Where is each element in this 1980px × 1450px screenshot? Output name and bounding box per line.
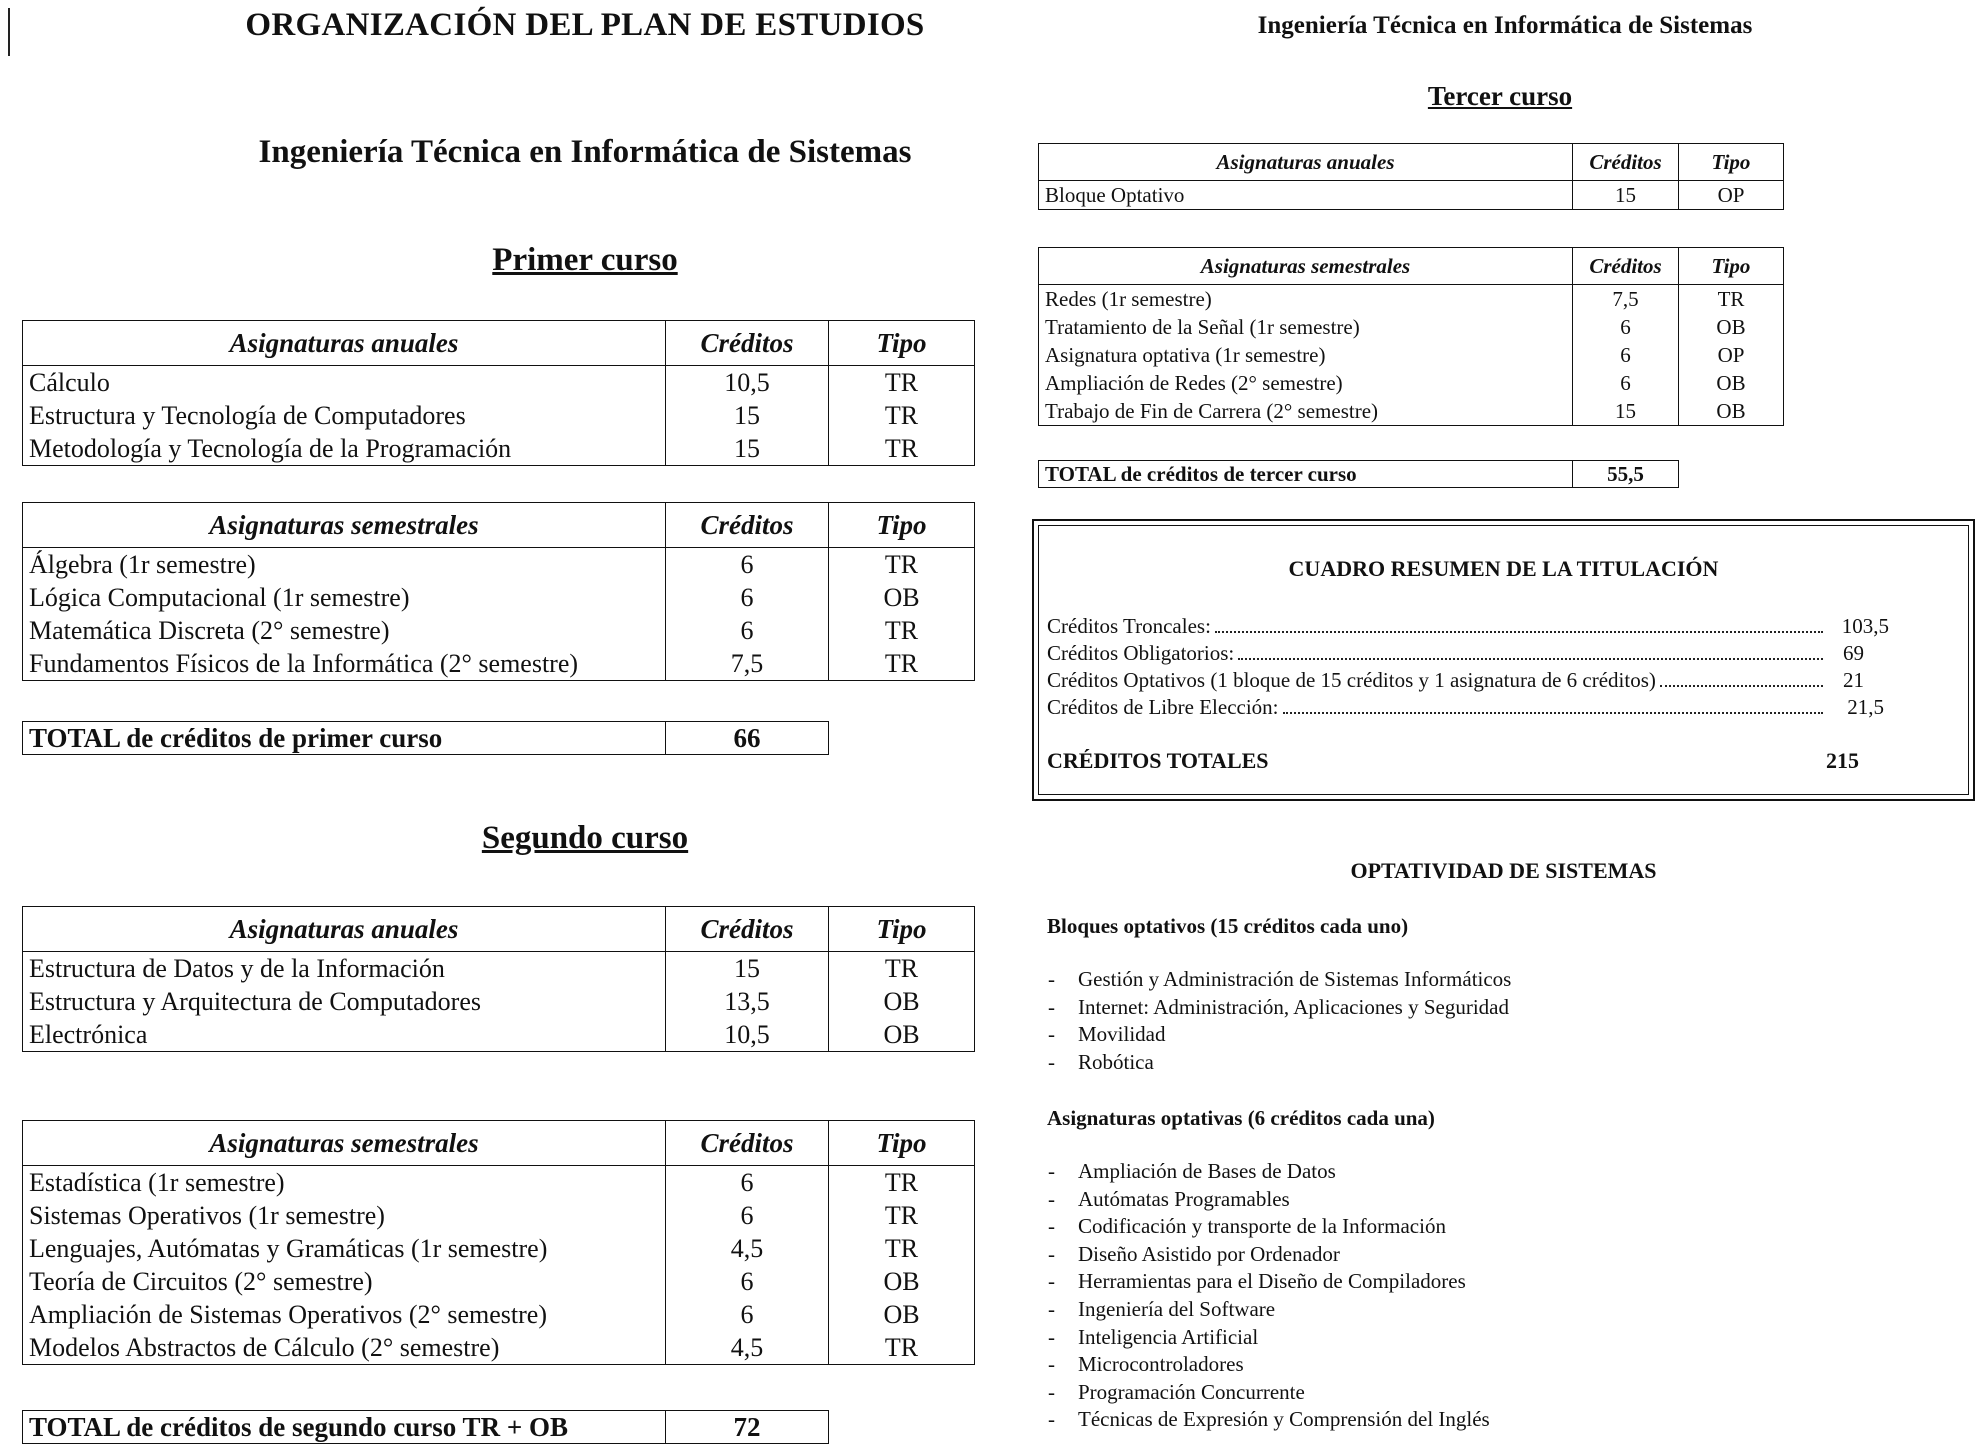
credits-cell: 6 xyxy=(666,1166,829,1200)
list-item: - Técnicas de Expresión y Comprensión del Inglés xyxy=(1038,1406,1490,1434)
total-row xyxy=(23,1411,829,1444)
summary-total-value: 215 xyxy=(1826,748,1859,773)
type-cell: OB xyxy=(829,985,975,1018)
subjects-list xyxy=(1038,1158,1490,1434)
table-row xyxy=(23,432,975,466)
credits-cell: 15 xyxy=(666,399,829,432)
list-item: - Codificación y transporte de la Información xyxy=(1038,1213,1490,1241)
table-row xyxy=(23,1232,975,1265)
summary-value: 21 xyxy=(1843,668,1864,692)
column-header: Créditos xyxy=(666,503,829,548)
table-row xyxy=(23,1298,975,1331)
credits-cell: 10,5 xyxy=(666,1018,829,1052)
summary-value: 21,5 xyxy=(1847,695,1884,719)
subject-name-cell: Asignatura optativa (1r semestre) xyxy=(1039,341,1573,369)
third-annual-table xyxy=(1038,143,1784,210)
table-header-row xyxy=(23,907,975,952)
type-cell: TR xyxy=(829,647,975,681)
column-header: Créditos xyxy=(1573,144,1679,181)
credits-cell: 15 xyxy=(666,952,829,986)
credits-cell: 6 xyxy=(1573,313,1679,341)
column-header: Créditos xyxy=(666,321,829,366)
column-header: Tipo xyxy=(829,1121,975,1166)
summary-box xyxy=(1032,519,1975,801)
second-course-heading: Segundo curso xyxy=(481,820,689,856)
summary-value: 103,5 xyxy=(1841,614,1889,638)
list-item: - Herramientas para el Diseño de Compiladores xyxy=(1038,1268,1490,1296)
third-course-heading: Tercer curso xyxy=(1427,81,1573,111)
table-row xyxy=(23,399,975,432)
summary-row xyxy=(1047,614,1827,639)
table-row xyxy=(23,985,975,1018)
table-row xyxy=(1039,397,1784,426)
type-cell: TR xyxy=(829,1331,975,1365)
table-row xyxy=(23,366,975,400)
subject-name-cell: Estadística (1r semestre) xyxy=(23,1166,666,1200)
type-cell: TR xyxy=(829,548,975,582)
subject-name-cell: Metodología y Tecnología de la Programación xyxy=(23,432,666,466)
type-cell: OB xyxy=(829,1018,975,1052)
total-value: 72 xyxy=(666,1411,829,1444)
credits-cell: 4,5 xyxy=(666,1232,829,1265)
subject-name-cell: Lenguajes, Autómatas y Gramáticas (1r semestre) xyxy=(23,1232,666,1265)
table-header-row xyxy=(23,1121,975,1166)
column-header: Créditos xyxy=(1573,248,1679,285)
table-row xyxy=(23,647,975,681)
type-cell: TR xyxy=(829,432,975,466)
total-label: TOTAL de créditos de primer curso xyxy=(23,722,666,755)
first-course-heading: Primer curso xyxy=(492,242,678,278)
total-value: 55,5 xyxy=(1573,461,1679,488)
credits-cell: 7,5 xyxy=(1573,285,1679,314)
credits-cell: 15 xyxy=(1573,181,1679,210)
table-header-row xyxy=(1039,144,1784,181)
leader-dots xyxy=(1283,712,1823,714)
column-header: Asignaturas semestrales xyxy=(23,1121,666,1166)
table-row xyxy=(23,1265,975,1298)
credits-cell: 7,5 xyxy=(666,647,829,681)
subject-name-cell: Sistemas Operativos (1r semestre) xyxy=(23,1199,666,1232)
column-header: Créditos xyxy=(666,907,829,952)
column-header: Tipo xyxy=(829,907,975,952)
total-label: TOTAL de créditos de tercer curso xyxy=(1039,461,1573,488)
type-cell: TR xyxy=(829,1232,975,1265)
type-cell: TR xyxy=(829,1166,975,1200)
summary-label: Créditos Troncales: xyxy=(1047,614,1211,638)
column-header: Asignaturas semestrales xyxy=(1039,248,1573,285)
credits-cell: 6 xyxy=(666,1199,829,1232)
first-total-table xyxy=(22,721,829,755)
column-header: Créditos xyxy=(666,1121,829,1166)
first-semester-table xyxy=(22,502,975,681)
credits-cell: 6 xyxy=(666,614,829,647)
summary-total-label: CRÉDITOS TOTALES xyxy=(1047,748,1269,773)
table-row xyxy=(23,1331,975,1365)
table-row xyxy=(23,1199,975,1232)
blocks-list xyxy=(1038,966,1511,1076)
blocks-heading: Bloques optativos (15 créditos cada uno) xyxy=(1047,914,1409,938)
table-row xyxy=(23,1018,975,1052)
page-edge-mark xyxy=(8,8,10,56)
subject-name-cell: Estructura y Tecnología de Computadores xyxy=(23,399,666,432)
column-header: Tipo xyxy=(1679,144,1784,181)
summary-inner-frame xyxy=(1038,525,1969,795)
second-annual-table xyxy=(22,906,975,1052)
list-item: - Autómatas Programables xyxy=(1038,1186,1490,1214)
credits-cell: 13,5 xyxy=(666,985,829,1018)
total-row xyxy=(23,722,829,755)
type-cell: OB xyxy=(1679,397,1784,426)
credits-cell: 6 xyxy=(666,581,829,614)
summary-value: 69 xyxy=(1843,641,1864,665)
summary-row xyxy=(1047,668,1827,693)
subject-name-cell: Estructura de Datos y de la Información xyxy=(23,952,666,986)
summary-label: Créditos Optativos (1 bloque de 15 créditos y 1 asignatura de 6 créditos) xyxy=(1047,668,1656,692)
list-item: - Gestión y Administración de Sistemas Informáticos xyxy=(1038,966,1511,994)
subject-name-cell: Lógica Computacional (1r semestre) xyxy=(23,581,666,614)
type-cell: OB xyxy=(829,1265,975,1298)
table-header-row xyxy=(23,503,975,548)
table-row xyxy=(23,1166,975,1200)
leader-dots xyxy=(1215,631,1823,633)
credits-cell: 6 xyxy=(1573,341,1679,369)
subject-name-cell: Álgebra (1r semestre) xyxy=(23,548,666,582)
column-header: Tipo xyxy=(829,503,975,548)
type-cell: OB xyxy=(829,581,975,614)
subject-name-cell: Ampliación de Redes (2° semestre) xyxy=(1039,369,1573,397)
third-semester-table xyxy=(1038,247,1784,426)
total-row xyxy=(1039,461,1679,488)
credits-cell: 6 xyxy=(1573,369,1679,397)
table-row xyxy=(1039,369,1784,397)
total-value: 66 xyxy=(666,722,829,755)
summary-row xyxy=(1047,641,1827,666)
type-cell: TR xyxy=(829,366,975,400)
type-cell: TR xyxy=(829,614,975,647)
column-header: Tipo xyxy=(829,321,975,366)
type-cell: OB xyxy=(829,1298,975,1331)
subject-name-cell: Fundamentos Físicos de la Informática (2° semestre) xyxy=(23,647,666,681)
table-header-row xyxy=(1039,248,1784,285)
total-label: TOTAL de créditos de segundo curso TR + OB xyxy=(23,1411,666,1444)
summary-label: Créditos Obligatorios: xyxy=(1047,641,1235,665)
table-row xyxy=(23,614,975,647)
credits-cell: 15 xyxy=(666,432,829,466)
page-title: ORGANIZACIÓN DEL PLAN DE ESTUDIOS xyxy=(245,7,925,43)
subject-name-cell: Redes (1r semestre) xyxy=(1039,285,1573,314)
list-item: - Programación Concurrente xyxy=(1038,1379,1490,1407)
summary-label: Créditos de Libre Elección: xyxy=(1047,695,1279,719)
table-row xyxy=(1039,285,1784,314)
table-row xyxy=(1039,313,1784,341)
list-item: - Ampliación de Bases de Datos xyxy=(1038,1158,1490,1186)
column-header: Asignaturas anuales xyxy=(23,321,666,366)
credits-cell: 10,5 xyxy=(666,366,829,400)
second-semester-table xyxy=(22,1120,975,1365)
degree-subtitle: Ingeniería Técnica en Informática de Sistemas xyxy=(258,134,912,170)
type-cell: TR xyxy=(829,952,975,986)
type-cell: OP xyxy=(1679,341,1784,369)
type-cell: TR xyxy=(1679,285,1784,314)
subject-name-cell: Bloque Optativo xyxy=(1039,181,1573,210)
credits-cell: 6 xyxy=(666,548,829,582)
column-header: Asignaturas semestrales xyxy=(23,503,666,548)
column-header: Asignaturas anuales xyxy=(1039,144,1573,181)
credits-cell: 4,5 xyxy=(666,1331,829,1365)
table-row xyxy=(23,581,975,614)
subject-name-cell: Cálculo xyxy=(23,366,666,400)
list-item: - Internet: Administración, Aplicaciones y Seguridad xyxy=(1038,994,1511,1022)
list-item: - Microcontroladores xyxy=(1038,1351,1490,1379)
column-header: Asignaturas anuales xyxy=(23,907,666,952)
list-item: - Diseño Asistido por Ordenador xyxy=(1038,1241,1490,1269)
second-total-table xyxy=(22,1410,829,1444)
subject-name-cell: Modelos Abstractos de Cálculo (2° semestre) xyxy=(23,1331,666,1365)
third-total-table xyxy=(1038,460,1679,488)
table-row xyxy=(23,952,975,986)
summary-row xyxy=(1047,695,1827,720)
table-row xyxy=(1039,181,1784,210)
subject-name-cell: Teoría de Circuitos (2° semestre) xyxy=(23,1265,666,1298)
table-header-row xyxy=(23,321,975,366)
type-cell: TR xyxy=(829,399,975,432)
type-cell: OB xyxy=(1679,369,1784,397)
subject-name-cell: Electrónica xyxy=(23,1018,666,1052)
table-row xyxy=(1039,341,1784,369)
list-item: - Robótica xyxy=(1038,1049,1511,1077)
first-annual-table xyxy=(22,320,975,466)
type-cell: OP xyxy=(1679,181,1784,210)
leader-dots xyxy=(1238,658,1823,660)
optatividad-title: OPTATIVIDAD DE SISTEMAS xyxy=(1350,858,1657,883)
summary-title: CUADRO RESUMEN DE LA TITULACIÓN xyxy=(1288,556,1719,581)
right-page-title: Ingeniería Técnica en Informática de Sistemas xyxy=(1257,12,1753,39)
list-item: - Movilidad xyxy=(1038,1021,1511,1049)
column-header: Tipo xyxy=(1679,248,1784,285)
credits-cell: 6 xyxy=(666,1298,829,1331)
credits-cell: 6 xyxy=(666,1265,829,1298)
subject-name-cell: Ampliación de Sistemas Operativos (2° semestre) xyxy=(23,1298,666,1331)
subject-name-cell: Matemática Discreta (2° semestre) xyxy=(23,614,666,647)
credits-cell: 15 xyxy=(1573,397,1679,426)
subjects-heading: Asignaturas optativas (6 créditos cada una) xyxy=(1047,1106,1435,1130)
table-row xyxy=(23,548,975,582)
subject-name-cell: Estructura y Arquitectura de Computadores xyxy=(23,985,666,1018)
list-item: - Ingeniería del Software xyxy=(1038,1296,1490,1324)
subject-name-cell: Trabajo de Fin de Carrera (2° semestre) xyxy=(1039,397,1573,426)
subject-name-cell: Tratamiento de la Señal (1r semestre) xyxy=(1039,313,1573,341)
list-item: - Inteligencia Artificial xyxy=(1038,1324,1490,1352)
type-cell: OB xyxy=(1679,313,1784,341)
type-cell: TR xyxy=(829,1199,975,1232)
